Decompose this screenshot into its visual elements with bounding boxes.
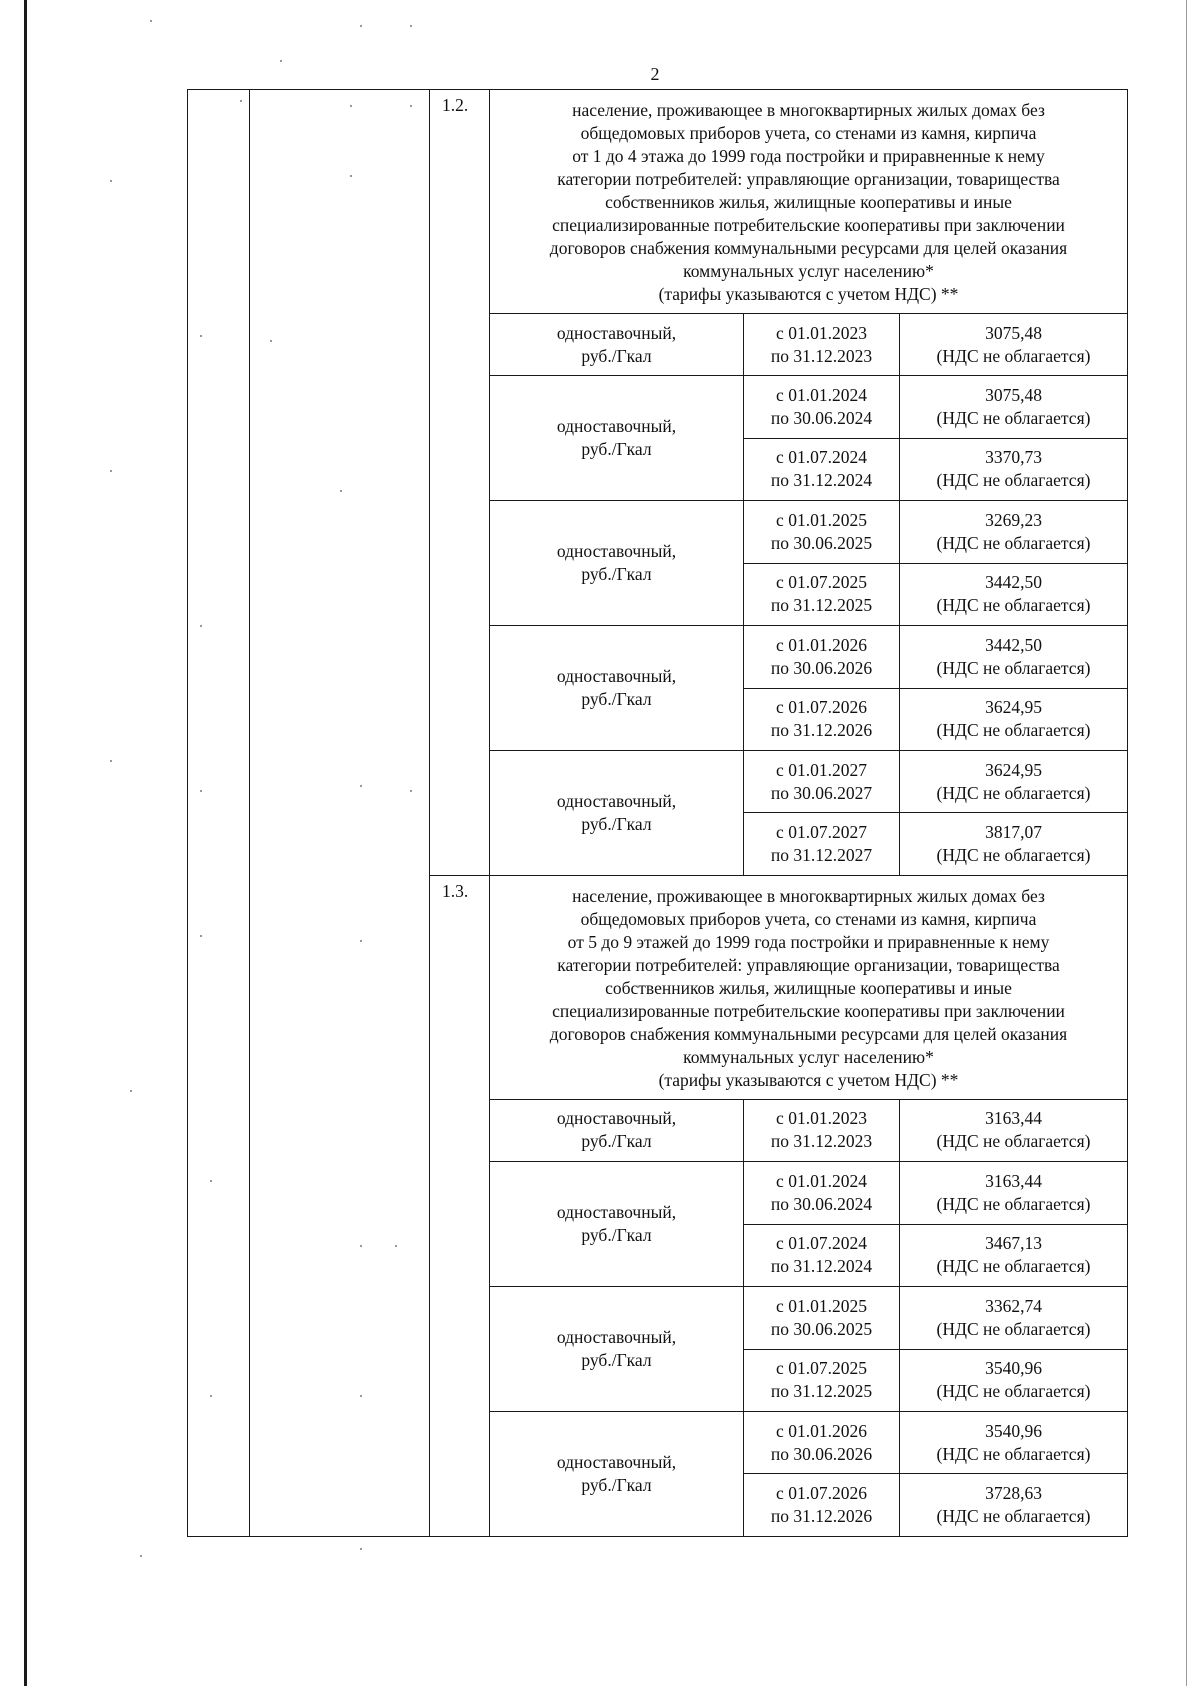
value-cell xyxy=(900,376,1128,438)
period-to: по 30.06.2025 xyxy=(770,1318,873,1339)
tariff-type xyxy=(490,750,744,875)
scan-speck xyxy=(210,1180,212,1182)
period-cell xyxy=(744,688,900,750)
period-to: по 30.06.2024 xyxy=(770,407,873,428)
scan-speck xyxy=(340,490,342,492)
empty-column-2 xyxy=(250,90,430,1537)
scan-speck xyxy=(360,785,362,787)
scan-edge-right xyxy=(1186,0,1187,1686)
empty-column-1 xyxy=(188,90,250,1537)
value-cell xyxy=(900,1224,1128,1286)
value-cell xyxy=(900,438,1128,500)
tariff-value: 3442,50 xyxy=(985,572,1042,593)
tariff-type-line: руб./Гкал xyxy=(581,689,652,710)
scan-speck xyxy=(240,100,242,102)
scan-speck xyxy=(360,1395,362,1397)
section-header-row xyxy=(188,90,1128,314)
value-cell xyxy=(900,1287,1128,1349)
period-cell xyxy=(744,563,900,625)
value-cell xyxy=(900,501,1128,563)
tariff-value: 3362,74 xyxy=(985,1295,1042,1316)
period-to: по 31.12.2024 xyxy=(770,1256,873,1277)
value-cell xyxy=(900,1349,1128,1411)
vat-note: (НДС не облагается) xyxy=(936,345,1091,366)
tariff-value: 3728,63 xyxy=(985,1483,1042,1504)
period-cell xyxy=(744,1224,900,1286)
scan-speck xyxy=(270,340,272,342)
scan-speck xyxy=(410,105,412,107)
tariff-value: 3442,50 xyxy=(985,634,1042,655)
section-number: 1.2. xyxy=(430,90,490,876)
scan-speck xyxy=(280,60,282,62)
period-from: с 01.07.2026 xyxy=(776,697,867,718)
tariff-type-line: одноставочный, xyxy=(556,666,677,687)
period-cell xyxy=(744,1349,900,1411)
tariff-type-line: одноставочный, xyxy=(556,416,677,437)
tariff-type-line: одноставочный, xyxy=(556,790,677,811)
description-line: категории потребителей: управляющие организации, товарищества xyxy=(557,168,1060,189)
period-cell xyxy=(744,626,900,688)
description-line: договоров снабжения коммунальными ресурсами для целей оказания xyxy=(549,237,1068,258)
vat-note: (НДС не облагается) xyxy=(936,782,1091,803)
period-cell xyxy=(744,813,900,875)
scan-speck xyxy=(360,940,362,942)
period-cell xyxy=(744,313,900,375)
scan-speck xyxy=(360,1245,362,1247)
description-line: (тарифы указываются с учетом НДС) ** xyxy=(658,283,959,304)
period-to: по 31.12.2025 xyxy=(770,595,873,616)
section-description xyxy=(490,90,1128,314)
vat-note: (НДС не облагается) xyxy=(936,1193,1091,1214)
value-cell xyxy=(900,1411,1128,1473)
tariff-type xyxy=(490,1162,744,1287)
vat-note: (НДС не облагается) xyxy=(936,1381,1091,1402)
description-line: собственников жилья, жилищные кооперативы и иные xyxy=(605,977,1012,998)
vat-note: (НДС не облагается) xyxy=(936,1256,1091,1277)
period-cell xyxy=(744,1287,900,1349)
period-to: по 31.12.2026 xyxy=(770,720,873,741)
scan-speck xyxy=(110,470,112,472)
tariff-value: 3163,44 xyxy=(985,1108,1042,1129)
tariff-type xyxy=(490,313,744,375)
vat-note: (НДС не облагается) xyxy=(936,1443,1091,1464)
value-cell xyxy=(900,1474,1128,1537)
value-cell xyxy=(900,626,1128,688)
tariff-value: 3624,95 xyxy=(985,759,1042,780)
vat-note: (НДС не облагается) xyxy=(936,532,1091,553)
period-to: по 30.06.2027 xyxy=(770,782,873,803)
period-from: с 01.01.2024 xyxy=(776,1170,867,1191)
value-cell xyxy=(900,688,1128,750)
description-line: собственников жилья, жилищные кооперативы и иные xyxy=(605,191,1012,212)
tariff-type-line: руб./Гкал xyxy=(581,813,652,834)
description-line: коммунальных услуг населению* xyxy=(683,260,934,281)
period-from: с 01.07.2027 xyxy=(776,822,867,843)
tariff-type xyxy=(490,1411,744,1536)
vat-note: (НДС не облагается) xyxy=(936,595,1091,616)
scan-speck xyxy=(130,1090,132,1092)
scan-speck xyxy=(410,25,412,27)
period-from: с 01.01.2024 xyxy=(776,384,867,405)
vat-note: (НДС не облагается) xyxy=(936,657,1091,678)
description-line: коммунальных услуг населению* xyxy=(683,1046,934,1067)
period-to: по 30.06.2024 xyxy=(770,1193,873,1214)
tariff-value: 3817,07 xyxy=(985,822,1042,843)
vat-note: (НДС не облагается) xyxy=(936,407,1091,428)
tariff-value: 3540,96 xyxy=(985,1420,1042,1441)
tariff-type-line: руб./Гкал xyxy=(581,439,652,460)
vat-note: (НДС не облагается) xyxy=(936,470,1091,491)
tariff-type xyxy=(490,626,744,751)
period-from: с 01.01.2026 xyxy=(776,1420,867,1441)
description-line: общедомовых приборов учета, со стенами из камня, кирпича xyxy=(580,122,1037,143)
period-from: с 01.07.2024 xyxy=(776,447,867,468)
period-to: по 31.12.2023 xyxy=(770,345,873,366)
period-from: с 01.01.2026 xyxy=(776,634,867,655)
tariff-value: 3269,23 xyxy=(985,509,1042,530)
period-to: по 30.06.2026 xyxy=(770,1443,873,1464)
tariff-type-line: одноставочный, xyxy=(556,1108,677,1129)
description-line: специализированные потребительские кооперативы при заключении xyxy=(552,1000,1065,1021)
period-cell xyxy=(744,1411,900,1473)
description-line: от 5 до 9 этажей до 1999 года постройки и приравненные к нему xyxy=(567,931,1050,952)
scan-speck xyxy=(140,1555,142,1557)
tariff-value: 3624,95 xyxy=(985,697,1042,718)
period-cell xyxy=(744,438,900,500)
scan-speck xyxy=(200,790,202,792)
tariff-type-line: руб./Гкал xyxy=(581,1474,652,1495)
section-description xyxy=(490,875,1128,1099)
scan-speck xyxy=(360,25,362,27)
tariff-type-line: руб./Гкал xyxy=(581,564,652,585)
scan-speck xyxy=(110,760,112,762)
period-to: по 31.12.2027 xyxy=(770,845,873,866)
tariff-type xyxy=(490,376,744,501)
period-from: с 01.01.2023 xyxy=(776,322,867,343)
page-number: 2 xyxy=(650,64,660,84)
scan-speck xyxy=(200,335,202,337)
scan-edge-left xyxy=(24,0,27,1686)
scan-speck xyxy=(200,935,202,937)
period-from: с 01.01.2027 xyxy=(776,759,867,780)
scan-speck xyxy=(150,20,152,22)
vat-note: (НДС не облагается) xyxy=(936,720,1091,741)
vat-note: (НДС не облагается) xyxy=(936,1318,1091,1339)
period-from: с 01.01.2025 xyxy=(776,509,867,530)
period-cell xyxy=(744,376,900,438)
scan-speck xyxy=(350,105,352,107)
description-line: (тарифы указываются с учетом НДС) ** xyxy=(658,1069,959,1090)
description-line: население, проживающее в многоквартирных жилых домах без xyxy=(572,99,1045,120)
period-to: по 30.06.2026 xyxy=(770,657,873,678)
tariff-type-line: руб./Гкал xyxy=(581,1225,652,1246)
value-cell xyxy=(900,313,1128,375)
period-to: по 31.12.2023 xyxy=(770,1131,873,1152)
period-cell xyxy=(744,750,900,812)
tariff-type-line: одноставочный, xyxy=(556,1327,677,1348)
period-to: по 30.06.2025 xyxy=(770,532,873,553)
scan-speck xyxy=(410,790,412,792)
period-to: по 31.12.2026 xyxy=(770,1506,873,1527)
scan-speck xyxy=(110,180,112,182)
period-from: с 01.07.2025 xyxy=(776,572,867,593)
tariff-value: 3075,48 xyxy=(985,322,1042,343)
value-cell xyxy=(900,563,1128,625)
period-from: с 01.01.2025 xyxy=(776,1295,867,1316)
description-line: от 1 до 4 этажа до 1999 года постройки и приравненные к нему xyxy=(572,145,1045,166)
period-from: с 01.07.2026 xyxy=(776,1483,867,1504)
period-cell xyxy=(744,1099,900,1161)
period-from: с 01.07.2025 xyxy=(776,1358,867,1379)
section-number: 1.3. xyxy=(430,875,490,1536)
tariff-value: 3370,73 xyxy=(985,447,1042,468)
scan-speck xyxy=(210,1395,212,1397)
scan-speck xyxy=(395,1245,397,1247)
scan-speck xyxy=(200,625,202,627)
tariff-value: 3540,96 xyxy=(985,1358,1042,1379)
tariff-type-line: одноставочный, xyxy=(556,1202,677,1223)
value-cell xyxy=(900,750,1128,812)
period-to: по 31.12.2024 xyxy=(770,470,873,491)
value-cell xyxy=(900,813,1128,875)
period-cell xyxy=(744,501,900,563)
period-cell xyxy=(744,1162,900,1224)
vat-note: (НДС не облагается) xyxy=(936,1506,1091,1527)
tariff-value: 3075,48 xyxy=(985,384,1042,405)
period-cell xyxy=(744,1474,900,1537)
value-cell xyxy=(900,1099,1128,1161)
tariff-type xyxy=(490,1287,744,1412)
tariff-table xyxy=(187,89,1128,1537)
scan-speck xyxy=(360,1548,362,1550)
scan-speck xyxy=(350,175,352,177)
description-line: специализированные потребительские кооперативы при заключении xyxy=(552,214,1065,235)
value-cell xyxy=(900,1162,1128,1224)
period-to: по 31.12.2025 xyxy=(770,1381,873,1402)
tariff-type-line: руб./Гкал xyxy=(581,345,652,366)
tariff-type-line: одноставочный, xyxy=(556,322,677,343)
tariff-value: 3467,13 xyxy=(985,1233,1042,1254)
period-from: с 01.07.2024 xyxy=(776,1233,867,1254)
tariff-type-line: руб./Гкал xyxy=(581,1131,652,1152)
description-line: категории потребителей: управляющие организации, товарищества xyxy=(557,954,1060,975)
vat-note: (НДС не облагается) xyxy=(936,1131,1091,1152)
tariff-type xyxy=(490,1099,744,1161)
tariff-type-line: руб./Гкал xyxy=(581,1350,652,1371)
description-line: договоров снабжения коммунальными ресурсами для целей оказания xyxy=(549,1023,1068,1044)
tariff-type xyxy=(490,501,744,626)
description-line: население, проживающее в многоквартирных жилых домах без xyxy=(572,885,1045,906)
description-line: общедомовых приборов учета, со стенами из камня, кирпича xyxy=(580,908,1037,929)
tariff-value: 3163,44 xyxy=(985,1170,1042,1191)
tariff-type-line: одноставочный, xyxy=(556,1451,677,1472)
tariff-type-line: одноставочный, xyxy=(556,541,677,562)
period-from: с 01.01.2023 xyxy=(776,1108,867,1129)
vat-note: (НДС не облагается) xyxy=(936,845,1091,866)
